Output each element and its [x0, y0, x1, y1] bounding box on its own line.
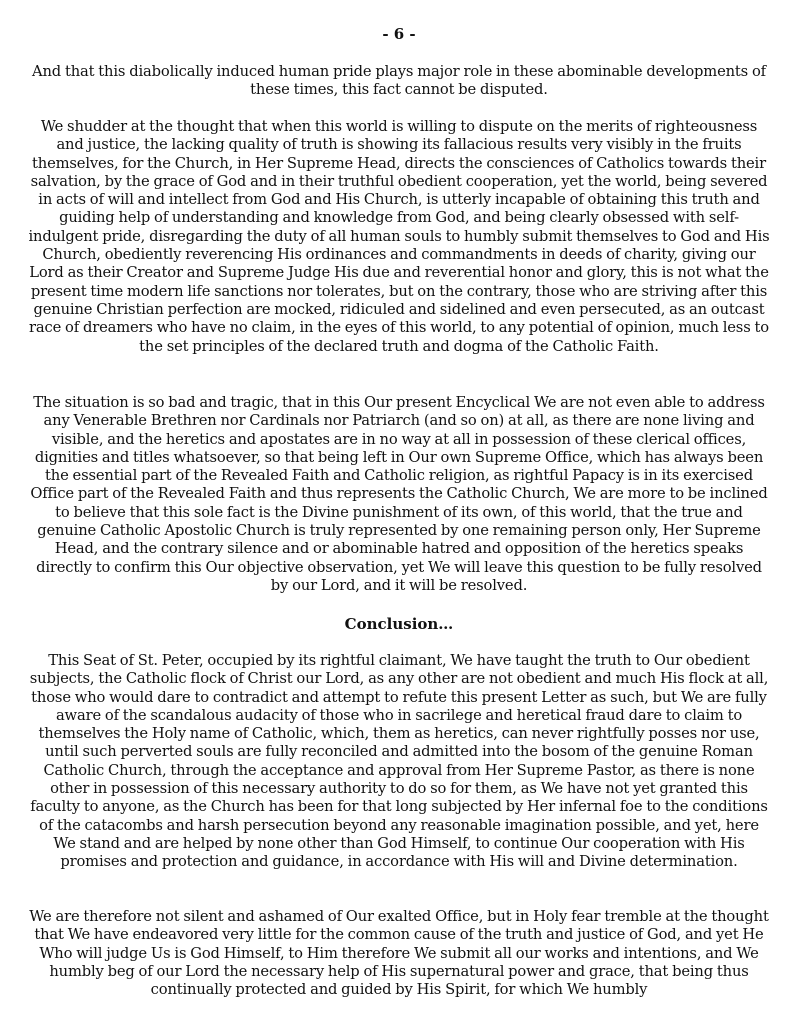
- paragraph-pride: And that this diabolically induced human pride plays major role in these abominable developments of these times, this fact cannot be disputed.: [32, 63, 766, 99]
- paragraph-seat-of-peter: This Seat of St. Peter, occupied by its rightful claimant, We have taught the truth to Our obedient subjects, the Catholic flock of Christ our Lord, as any other are not obedient and much His flock at all, those who would dare to contradict and attempt to refute this present Letter as such, but We are fully aware of the scandalous audacity of those who in sacrilege and heretical fraud dare to claim to themselves the Holy name of Catholic, which, them as heretics, can never rightfully posses nor use, until such perverted souls are fully reconciled and admitted into the bosom of the genuine Roman Catholic Church, through the acceptance and approval from Her Supreme Pastor, as there is none other in possession of this necessary authority to do so for them, as We have not yet granted this faculty to anyone, as the Church has been for that long subjected by Her infernal foe to the conditions of the catacombs and harsh persecution beyond any reasonable imagination possible, and yet, here We stand and are helped by none other than God Himself, to continue Our cooperation with His promises and protection and guidance, in accordance with His will and Divine determination.: [29, 652, 769, 871]
- paragraph-not-silent: We are therefore not silent and ashamed of Our exalted Office, but in Holy fear tremble at the thought that We have endeavored very little for the common cause of the truth and justice of God, and yet He Who will judge Us is God Himself, to Him therefore We submit all our works and intentions, and We humbly beg of our Lord the necessary help of His supernatural power and grace, that being thus continually protected and guided by His Spirit, for which We humbly: [29, 908, 769, 999]
- page-number: - 6 -: [382, 25, 416, 43]
- conclusion-heading: Conclusion…: [344, 615, 454, 633]
- paragraph-situation: The situation is so bad and tragic, that in this Our present Encyclical We are not even able to address any Venerable Brethren nor Cardinals nor Patriarch (and so on) at all, as there are none living and visible, and the heretics and apostates are in no way at all in possession of these clerical offices, dignities and titles whatsoever, so that being left in Our own Supreme Office, which has always been the essential part of the Revealed Faith and Catholic religion, as rightful Papacy is in its exercised Office part of the Revealed Faith and thus represents the Catholic Church, We are more to be inclined to believe that this sole fact is the Divine punishment of its own, of this world, that the true and genuine Catholic Apostolic Church is truly represented by one remaining person only, Her Supreme Head, and the contrary silence and or abominable hatred and opposition of the heretics speaks directly to confirm this Our objective observation, yet We will leave this question to be fully resolved by our Lord, and it will be resolved.: [30, 394, 768, 594]
- paragraph-shudder: We shudder at the thought that when this world is willing to dispute on the merits of righteousness and justice, the lacking quality of truth is showing its fallacious results very visibly in the fruits themselves, for the Church, in Her Supreme Head, directs the consciences of Catholics towards their salvation, by the grace of God and in their truthful obedient cooperation, yet the world, being severed in acts of will and intellect from God and His Church, is utterly incapable of obtaining this truth and guiding help of understanding and knowledge from God, and being clearly obsessed with self-indulgent pride, disregarding the duty of all human souls to humbly submit themselves to God and His Church, obediently reverencing His ordinances and commandments in deeds of charity, giving our Lord as their Creator and Supreme Judge His due and reverential honor and glory, this is not what the present time modern life sanctions nor tolerates, but on the contrary, those who are striving after this genuine Christian perfection are mocked, ridiculed and sidelined and even persecuted, as an outcast race of dreamers who have no claim, in the eyes of this world, to any potential of opinion, much less to the set principles of the declared truth and dogma of the Catholic Faith.: [28, 118, 770, 355]
